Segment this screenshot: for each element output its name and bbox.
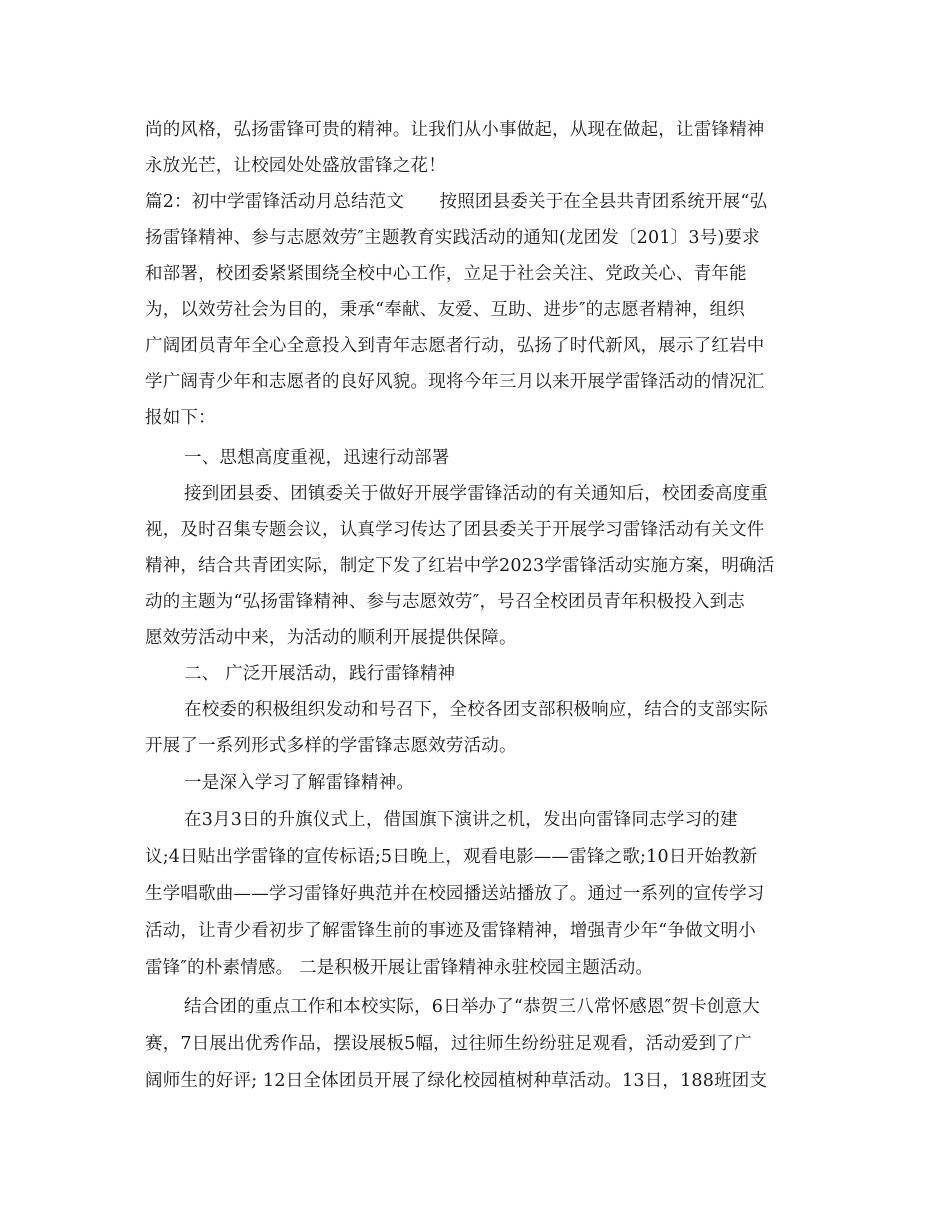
body-text-line: 为，以效劳社会为目的，秉承“奉献、友爱、互助、进步″的志愿者精神，组织 [145,300,745,320]
body-text-line: 精神，结合共青团实际，制定下发了红岩中学2023学雷锋活动实施方案，明确活 [145,556,775,576]
paragraph-start-line: 结合团的重点工作和本校实际，6日举办了“恭贺三八常怀感恩″贺卡创意大 [184,997,760,1017]
body-text-line: 永放光芒，让校园处处盛放雷锋之花！ [145,156,446,176]
paragraph-start-line: 在校委的积极组织发动和号召下，全校各团支部积极响应，结合的支部实际 [184,700,769,720]
paragraph-start-line: 在3月3日的升旗仪式上，借国旗下演讲之机，发出向雷锋同志学习的建 [184,810,738,830]
body-text-line: 广阔团员青年全心全意投入到青年志愿者行动，弘扬了时代新风，展示了红岩中 [145,336,765,356]
body-text-line: 报如下： [145,408,216,428]
subheading-point-1: 一是深入学习了解雷锋精神。 [184,773,415,793]
body-text-line: 活动，让青少看初步了解雷锋生前的事迹及雷锋精神，增强青少年“争做文明小 [145,921,756,941]
subheading-2: 二、 广泛开展活动，践行雷锋精神 [184,664,456,684]
subheading-1: 一、思想高度重视，迅速行动部署 [184,448,450,468]
body-text-line: 视，及时召集专题会议，认真学习传达了团县委关于开展学习雷锋活动有关文件 [145,520,765,540]
body-text-line: 雷锋″的朴素情感。 二是积极开展让雷锋精神永驻校园主题活动。 [145,958,654,978]
body-text-line: 愿效劳活动中来，为活动的顺利开展提供保障。 [145,628,517,648]
body-text-line: 学广阔青少年和志愿者的良好风貌。现将今年三月以来开展学雷锋活动的情况汇 [145,372,765,392]
body-text-line: 开展了一系列形式多样的学雷锋志愿效劳活动。 [145,736,517,756]
body-text-line: 和部署，校团委紧紧围绕全校中心工作，立足于社会关注、党政关心、青年能 [145,264,747,284]
paragraph-start-line: 接到团县委、团镇委关于做好开展学雷锋活动的有关通知后，校团委高度重 [184,484,769,504]
body-text-line: 扬雷锋精神、参与志愿效劳″主题教育实践活动的通知(龙团发〔201〕3号)要求 [145,228,760,248]
body-text-line: 生学唱歌曲——学习雷锋好典范并在校园播送站播放了。通过一系列的宣传学习 [145,884,765,904]
body-text-line: 动的主题为“弘扬雷锋精神、参与志愿效劳″，号召全校团员青年积极投入到志 [145,592,745,612]
section-heading-line: 篇2：初中学雷锋活动月总结范文 按照团县委关于在全县共青团系统开展“弘 [145,192,768,212]
body-text-line: 阔师生的好评; 12日全体团员开展了绿化校园植树种草活动。13日，188班团支 [145,1071,768,1091]
body-text-line: 议;4日贴出学雷锋的宣传标语;5日晚上，观看电影——雷锋之歌;10日开始教新 [145,847,758,867]
body-text-line: 赛，7日展出优秀作品，摆设展板5幅，过往师生纷纷驻足观看，活动爱到了广 [145,1034,752,1054]
body-text-line: 尚的风格，弘扬雷锋可贵的精神。让我们从小事做起，从现在做起，让雷锋精神 [145,120,765,140]
